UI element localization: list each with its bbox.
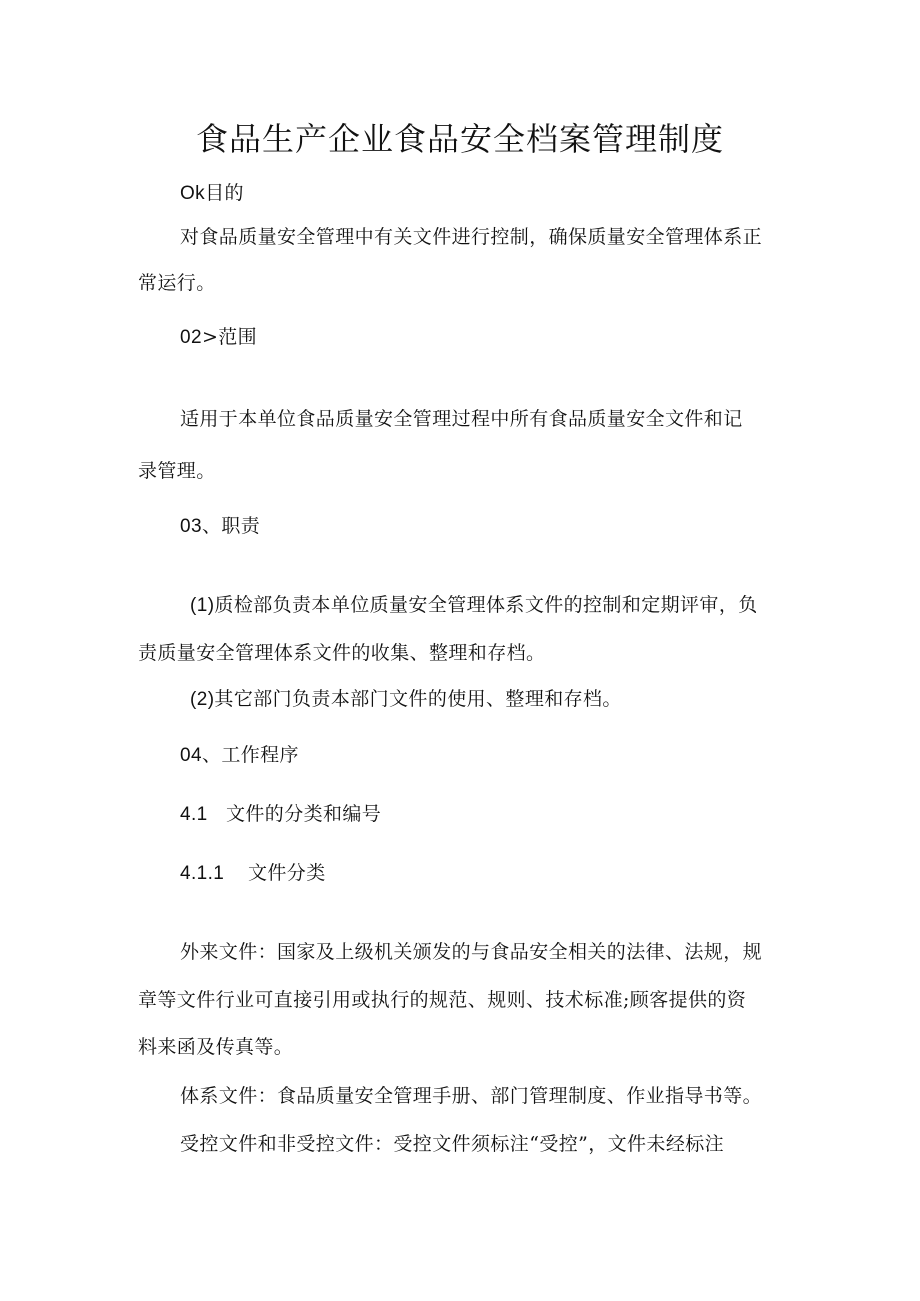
list-item-number: (1) <box>190 595 215 616</box>
subsection-heading <box>180 861 326 886</box>
list-item <box>190 687 622 712</box>
section-number: Ok <box>180 183 206 204</box>
paragraph-line: 章等文件行业可直接引用或执行的规范、规则、技术标准;顾客提供的资 <box>138 989 747 1011</box>
subsection-heading-text: 文件的分类和编号 <box>226 803 382 825</box>
subsection-heading-text: 文件分类 <box>248 862 326 884</box>
section-heading-text: 、职责 <box>201 515 261 537</box>
paragraph-line: 体系文件：食品质量安全管理手册、部门管理制度、作业指导书等。 <box>180 1085 763 1107</box>
paragraph-line: 适用于本单位食品质量安全管理过程中所有食品质量安全文件和记 <box>180 408 743 430</box>
section-number: 04 <box>180 745 202 766</box>
subsection-number: 4.1 <box>180 804 208 825</box>
section-heading-text: 、工作程序 <box>201 744 299 766</box>
section-heading-text: >范围 <box>201 326 258 348</box>
section-number: 02 <box>180 327 202 348</box>
list-item-text: 其它部门负责本部门文件的使用、整理和存档。 <box>214 688 622 710</box>
list-item <box>190 593 758 618</box>
section-heading-scope <box>180 325 257 350</box>
paragraph-line: 责质量安全管理体系文件的收集、整理和存档。 <box>138 642 546 664</box>
subsection-number: 4.1.1 <box>180 863 225 884</box>
section-heading-procedure <box>180 743 299 768</box>
list-item-text: 质检部负责本单位质量安全管理体系文件的控制和定期评审，负 <box>214 594 758 616</box>
list-item-number: (2) <box>190 689 215 710</box>
paragraph-line: 录管理。 <box>138 460 216 482</box>
paragraph-line: 常运行。 <box>138 272 216 294</box>
section-heading-purpose <box>180 181 244 206</box>
subsection-heading <box>180 802 381 827</box>
section-heading-responsibility <box>180 514 260 539</box>
paragraph-line: 外来文件：国家及上级机关颁发的与食品安全相关的法律、法规，规 <box>180 941 763 963</box>
paragraph-line: 受控文件和非受控文件：受控文件须标注“受控”，文件未经标注 <box>180 1133 725 1155</box>
paragraph-line: 料来函及传真等。 <box>138 1036 294 1058</box>
paragraph-line: 对食品质量安全管理中有关文件进行控制，确保质量安全管理体系正 <box>180 226 763 248</box>
section-number: 03 <box>180 516 202 537</box>
document-title: 食品生产企业食品安全档案管理制度 <box>195 120 724 158</box>
section-heading-text: 目的 <box>205 182 244 204</box>
